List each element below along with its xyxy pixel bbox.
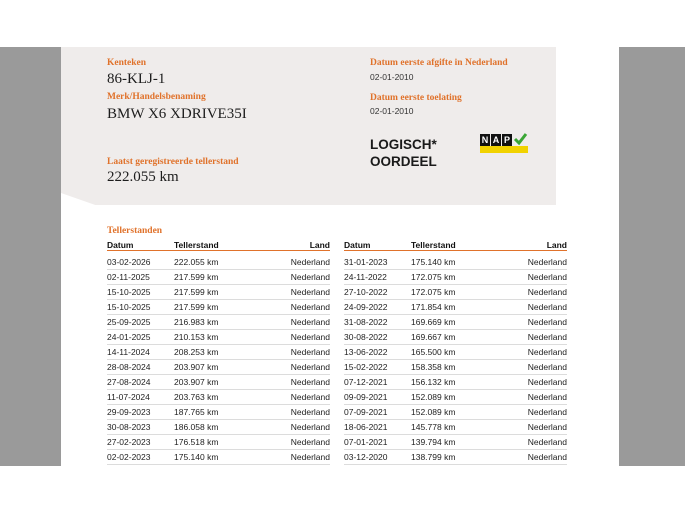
cell-datum: 13-06-2022 <box>344 345 411 360</box>
cell-land: Nederland <box>254 405 330 420</box>
cell-datum: 09-09-2021 <box>344 390 411 405</box>
column-header-land: Land <box>491 239 567 251</box>
cell-datum: 24-09-2022 <box>344 300 411 315</box>
cell-land: Nederland <box>254 285 330 300</box>
table-row <box>344 360 567 375</box>
cell-datum: 15-10-2025 <box>107 285 174 300</box>
table-row <box>107 300 330 315</box>
cell-datum: 24-11-2022 <box>344 270 411 285</box>
cell-land: Nederland <box>254 420 330 435</box>
cell-datum: 28-08-2024 <box>107 360 174 375</box>
cell-tellerstand: 171.854 km <box>411 300 491 315</box>
table-row <box>344 300 567 315</box>
cell-datum: 30-08-2023 <box>107 420 174 435</box>
cell-land: Nederland <box>491 345 567 360</box>
cell-tellerstand: 187.765 km <box>174 405 254 420</box>
cell-land: Nederland <box>491 270 567 285</box>
cell-tellerstand: 208.253 km <box>174 345 254 360</box>
merk-label: Merk/Handelsbenaming <box>107 92 206 102</box>
nap-letter-p: P <box>503 135 510 145</box>
cell-datum: 07-12-2021 <box>344 375 411 390</box>
cell-land: Nederland <box>254 330 330 345</box>
table-row <box>344 255 567 270</box>
cell-tellerstand: 156.132 km <box>411 375 491 390</box>
cell-land: Nederland <box>254 360 330 375</box>
cell-datum: 30-08-2022 <box>344 330 411 345</box>
table-row <box>344 330 567 345</box>
cell-land: Nederland <box>491 435 567 450</box>
nap-logo <box>480 134 530 154</box>
cell-tellerstand: 175.140 km <box>411 255 491 270</box>
cell-tellerstand: 203.763 km <box>174 390 254 405</box>
cell-tellerstand: 172.075 km <box>411 270 491 285</box>
cell-datum: 15-02-2022 <box>344 360 411 375</box>
table-row <box>344 420 567 435</box>
verdict-line-2: OORDEEL <box>370 154 437 169</box>
table-row <box>344 375 567 390</box>
table-row <box>107 450 330 465</box>
cell-datum: 03-02-2026 <box>107 255 174 270</box>
cell-land: Nederland <box>491 360 567 375</box>
cell-datum: 02-11-2025 <box>107 270 174 285</box>
table-row <box>107 360 330 375</box>
table-row <box>107 285 330 300</box>
kenteken-value: 86-KLJ-1 <box>107 71 166 87</box>
table-row <box>107 270 330 285</box>
cell-land: Nederland <box>254 390 330 405</box>
table-row <box>107 390 330 405</box>
cell-land: Nederland <box>254 255 330 270</box>
cell-land: Nederland <box>491 450 567 465</box>
table-row <box>344 315 567 330</box>
tellerstand-value: 222.055 km <box>107 169 179 185</box>
afgifte-value: 02-01-2010 <box>370 72 414 82</box>
left-gray-margin <box>0 47 61 466</box>
cell-land: Nederland <box>254 270 330 285</box>
cell-datum: 14-11-2024 <box>107 345 174 360</box>
table-row <box>107 420 330 435</box>
cell-tellerstand: 152.089 km <box>411 390 491 405</box>
cell-land: Nederland <box>254 315 330 330</box>
cell-tellerstand: 175.140 km <box>174 450 254 465</box>
verdict-line-1: LOGISCH* <box>370 137 437 152</box>
cell-land: Nederland <box>254 450 330 465</box>
cell-land: Nederland <box>491 300 567 315</box>
cell-tellerstand: 216.983 km <box>174 315 254 330</box>
cell-land: Nederland <box>491 315 567 330</box>
cell-tellerstand: 217.599 km <box>174 285 254 300</box>
cell-tellerstand: 139.794 km <box>411 435 491 450</box>
table-row <box>344 345 567 360</box>
cell-tellerstand: 165.500 km <box>411 345 491 360</box>
cell-datum: 02-02-2023 <box>107 450 174 465</box>
cell-land: Nederland <box>491 390 567 405</box>
nap-letter-n: N <box>481 135 489 145</box>
afgifte-label: Datum eerste afgifte in Nederland <box>370 58 508 68</box>
cell-tellerstand: 210.153 km <box>174 330 254 345</box>
cell-datum: 24-01-2025 <box>107 330 174 345</box>
cell-datum: 11-07-2024 <box>107 390 174 405</box>
toelating-label: Datum eerste toelating <box>370 93 462 103</box>
table-row <box>344 435 567 450</box>
cell-tellerstand: 158.358 km <box>411 360 491 375</box>
cell-datum: 27-10-2022 <box>344 285 411 300</box>
table-row <box>107 375 330 390</box>
cell-tellerstand: 176.518 km <box>174 435 254 450</box>
table-row <box>107 435 330 450</box>
checkmark-icon <box>513 132 528 146</box>
cell-land: Nederland <box>254 435 330 450</box>
column-header-datum: Datum <box>344 239 411 251</box>
cell-land: Nederland <box>491 405 567 420</box>
cell-datum: 31-08-2022 <box>344 315 411 330</box>
cell-tellerstand: 145.778 km <box>411 420 491 435</box>
cell-datum: 07-01-2021 <box>344 435 411 450</box>
column-header-land: Land <box>254 239 330 251</box>
table-row <box>344 390 567 405</box>
cell-tellerstand: 138.799 km <box>411 450 491 465</box>
nap-yellow-bar <box>480 146 528 153</box>
tellerstanden-table-left <box>107 239 330 465</box>
tellerstanden-table-right <box>344 239 567 465</box>
column-header-tellerstand: Tellerstand <box>411 239 491 251</box>
nap-letter-a: A <box>492 135 500 145</box>
cell-land: Nederland <box>491 375 567 390</box>
tellerstand-label: Laatst geregistreerde tellerstand <box>107 157 239 167</box>
table-row <box>107 345 330 360</box>
table-row <box>107 255 330 270</box>
cell-tellerstand: 169.667 km <box>411 330 491 345</box>
cell-tellerstand: 222.055 km <box>174 255 254 270</box>
cell-datum: 27-08-2024 <box>107 375 174 390</box>
merk-value: BMW X6 XDRIVE35I <box>107 106 247 122</box>
cell-tellerstand: 169.669 km <box>411 315 491 330</box>
table-row <box>344 450 567 465</box>
column-header-tellerstand: Tellerstand <box>174 239 254 251</box>
table-row <box>107 405 330 420</box>
cell-tellerstand: 217.599 km <box>174 270 254 285</box>
cell-land: Nederland <box>254 345 330 360</box>
cell-land: Nederland <box>491 420 567 435</box>
table-row <box>344 405 567 420</box>
kenteken-label: Kenteken <box>107 58 147 68</box>
table-header-row <box>107 239 330 251</box>
cell-tellerstand: 186.058 km <box>174 420 254 435</box>
cell-land: Nederland <box>491 285 567 300</box>
tellerstanden-title: Tellerstanden <box>107 226 163 236</box>
cell-tellerstand: 203.907 km <box>174 360 254 375</box>
cell-tellerstand: 217.599 km <box>174 300 254 315</box>
cell-datum: 27-02-2023 <box>107 435 174 450</box>
cell-land: Nederland <box>491 255 567 270</box>
cell-land: Nederland <box>254 300 330 315</box>
right-gray-margin <box>619 47 685 466</box>
cell-datum: 07-09-2021 <box>344 405 411 420</box>
cell-datum: 31-01-2023 <box>344 255 411 270</box>
table-row <box>107 315 330 330</box>
cell-datum: 03-12-2020 <box>344 450 411 465</box>
cell-tellerstand: 152.089 km <box>411 405 491 420</box>
cell-land: Nederland <box>254 375 330 390</box>
cell-datum: 29-09-2023 <box>107 405 174 420</box>
toelating-value: 02-01-2010 <box>370 106 414 116</box>
table-row <box>107 330 330 345</box>
table-row <box>344 270 567 285</box>
cell-tellerstand: 203.907 km <box>174 375 254 390</box>
table-row <box>344 285 567 300</box>
table-header-row <box>344 239 567 251</box>
cell-tellerstand: 172.075 km <box>411 285 491 300</box>
cell-datum: 18-06-2021 <box>344 420 411 435</box>
column-header-datum: Datum <box>107 239 174 251</box>
cell-land: Nederland <box>491 330 567 345</box>
cell-datum: 25-09-2025 <box>107 315 174 330</box>
cell-datum: 15-10-2025 <box>107 300 174 315</box>
